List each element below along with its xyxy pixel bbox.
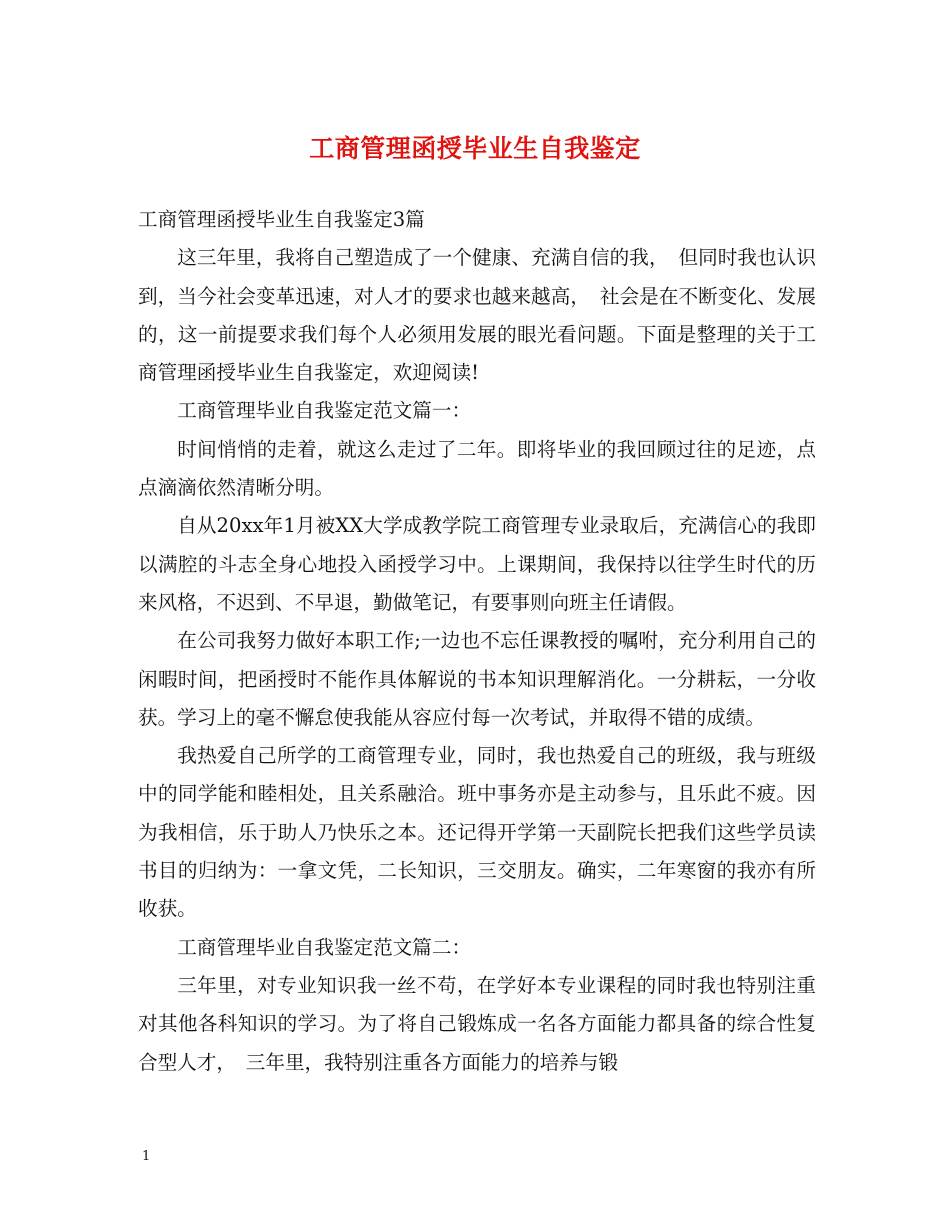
document-paragraph: 这三年里，我将自己塑造成了一个健康、充满自信的我， 但同时我也认识到，当今社会变革迅速，对人才的要求也越来越高， 社会是在不断变化、发展的，这一前提要求我们每个人必须用发展的眼光看问题。下面是整理的关于工商管理函授毕业生自我鉴定，欢迎阅读!	[138, 246, 816, 385]
document-paragraph: 三年里，对专业知识我一丝不苟，在学好本专业课程的同时我也特别注重对其他各科知识的学习。为了将自己锻炼成一名各方面能力都具备的综合性复合型人才， 三年里，我特别注重各方面能力的培养与锻	[138, 973, 816, 1074]
document-paragraph: 自从20xx年1月被XX大学成教学院工商管理专业录取后，充满信心的我即以满腔的斗志全身心地投入函授学习中。上课期间，我保持以往学生时代的历来风格，不迟到、不早退，勤做笔记，有要事则向班主任请假。	[138, 514, 816, 614]
page-number: 1	[142, 1149, 151, 1164]
document-paragraph: 工商管理毕业自我鉴定范文篇二：	[177, 935, 472, 959]
document-paragraph: 时间悄悄的走着，就这么走过了二年。即将毕业的我回顾过往的足迹，点点滴滴依然清晰分明。	[138, 437, 816, 500]
document-subtitle: 工商管理函授毕业生自我鉴定3篇	[138, 208, 425, 231]
document-paragraph: 在公司我努力做好本职工作;一边也不忘任课教授的嘱咐，充分利用自己的闲暇时间，把函授时不能作具体解说的书本知识理解消化。一分耕耘，一分收获。学习上的毫不懈怠使我能从容应付每一次考试，并取得不错的成绩。	[138, 629, 816, 729]
document-body	[138, 201, 816, 1082]
document-title: 工商管理函授毕业生自我鉴定	[309, 134, 641, 163]
document-paragraph: 工商管理毕业自我鉴定范文篇一：	[177, 399, 472, 423]
document-paragraph: 我热爱自己所学的工商管理专业，同时，我也热爱自己的班级，我与班级中的同学能和睦相处，且关系融洽。班中事务亦是主动参与，且乐此不疲。因为我相信，乐于助人乃快乐之本。还记得开学第一天副院长把我们这些学员读书目的归纳为：一拿文凭，二长知识，三交朋友。确实，二年寒窗的我亦有所收获。	[138, 744, 816, 921]
